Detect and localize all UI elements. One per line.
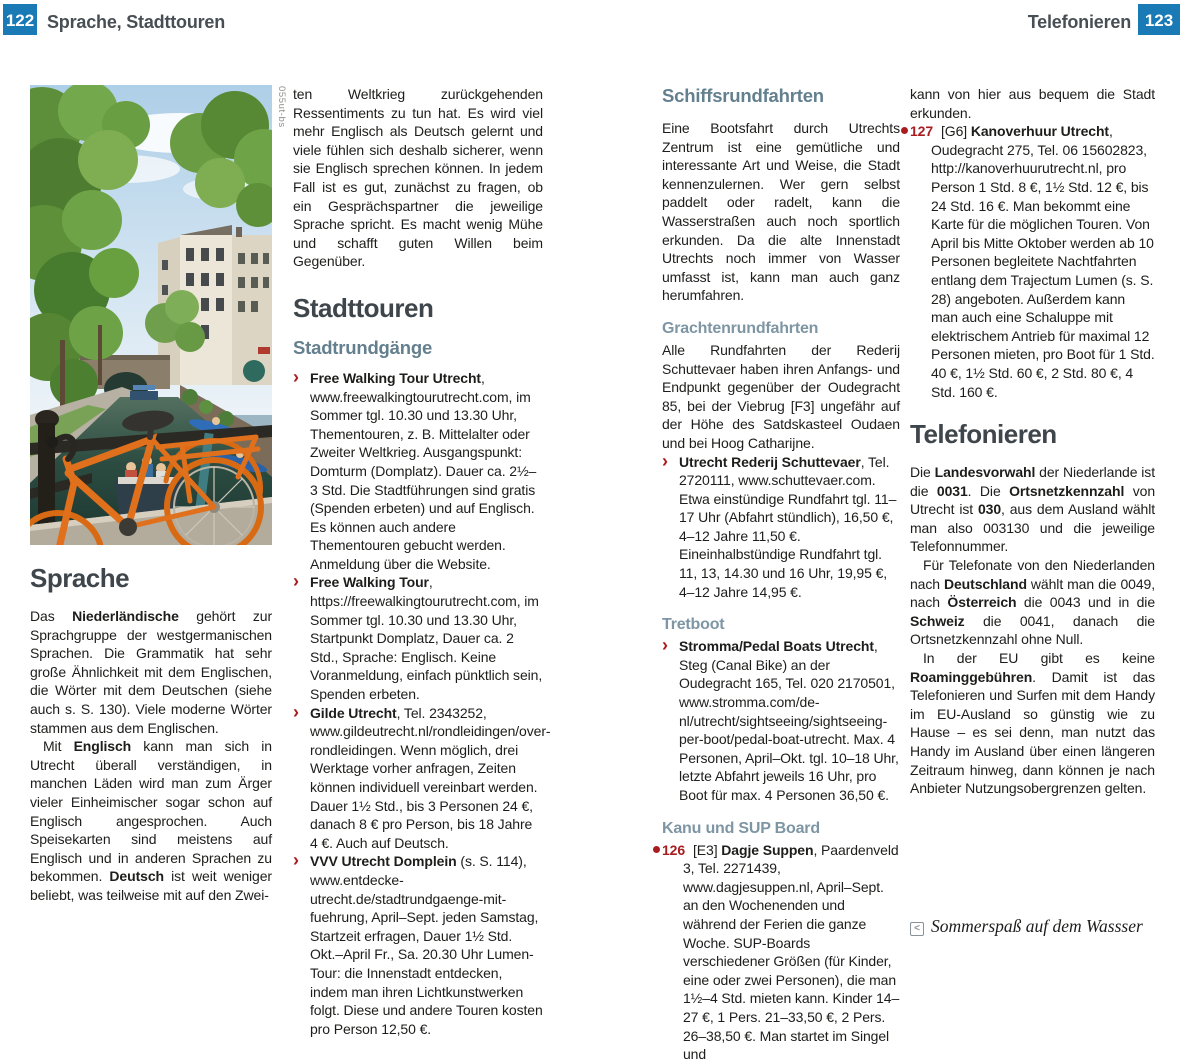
column-1 [30, 85, 272, 905]
map-number: 127 [910, 123, 934, 140]
arrow-bullet-icon: › [662, 450, 668, 471]
paragraph: Alle Rundfahrten der Rederij Schuttevaer haben ihren Anfangs- und Endpunkt gegenüber der Oudegracht 85, bei der Viebrug [F3] ungefähr auf der Höhe des Satdskasteel Oudaen und bei Hoog Catharijne. [662, 341, 900, 451]
arrow-bullet-icon: › [662, 635, 668, 656]
paragraph: Eine Bootsfahrt durch Utrechts Zentrum ist eine gemütliche und interessante Art und Weise, die Stadt kennenzulernen. Wer gern selbst paddelt oder radelt, kann die Wasserstraßen auch noch sportlich erkunden. Da die alte Innenstadt Utrechts noch immer von Wasser umfasst ist, kann man auch ganz herumfahren. [662, 120, 900, 304]
list-item-text: VVV Utrecht Domplein (s. S. 114), www.entdecke-utrecht.de/stadtrundgaenge-mit-fuehrung, April–Sept. jeden Samstag, Startzeit erfragen, Dauer 1½ Std. Okt.–April Fr., Sa. 20.30 Uhr Lumen-Tour: die Innenstadt entdecken, indem man ihren Lichtkunstwerken folgt. Diese und andere Touren kosten pro Person 12,50 €. [310, 853, 543, 1037]
red-bullet-icon [901, 127, 908, 134]
list-item-text: [E3] Dagje Suppen, Paardenveld 3, Tel. 2271439, www.dagjesuppen.nl, April–Sept. an den Wochenenden und während der Ferien die ganze Woche. SUP-Boards verschiedener Größen (für Kinder, eine oder zwei Personen), die man 1½–4 Std. mieten kann. Kinder 14–27 €, 1 Pers. 21–33,50 €, 2 Pers. 26–38,50 €. Man startet im Singel und [683, 841, 900, 1063]
list-item [662, 450, 900, 602]
caption-arrow-icon: < [910, 922, 924, 936]
paragraph: Mit Englisch kann man sich in Utrecht überall verständigen, in manchen Läden wird man zum Ärger vieler Einheimischer sogar schon auf Englisch angesprochen. Auch Speisekarten sind meistens auf Englisch und in anderen Sprachen zu bekommen. Deutsch ist weit weniger beliebt, was teilweise mit auf den Zwei- [30, 738, 272, 903]
paragraph: kann von hier aus bequem die Stadt erkunden. [910, 86, 1155, 121]
red-bullet-icon [653, 846, 660, 853]
schiffsrundfahrten-heading: Schiffsrundfahrten [662, 85, 824, 106]
paragraph: Das Niederländische gehört zur Sprachgruppe der westgermanischen Sprachen. Die Grammatik hat sehr große Ähnlichkeit mit dem Englischen, die Wörter mit dem Deutschen (siehe auch s. S. 130). Viele moderne Wörter stammen aus dem Englischen. [30, 608, 273, 736]
list-item [293, 701, 551, 853]
arrow-bullet-icon: › [293, 850, 299, 871]
paragraph: Die Landesvorwahl der Niederlande ist die 0031. Die Ortsnetzkennzahl von Utrecht ist 030, aus dem Ausland wählt man also 003130 und die jeweilige Telefonnummer. [910, 464, 1156, 555]
paragraph: ten Weltkrieg zurückgehenden Ressentiments zu tun hat. Es wird viel mehr Englisch als Deutsch gelernt und viele fühlen sich deshalb sicherer, wenn sie Englisch sprechen können. In jedem Fall ist es gut, zunächst zu fragen, ob ein Gesprächspartner die jeweilige Sprache spricht. Es macht wenig Mühe und schafft guten Willen beim Gegenüber. [293, 86, 543, 270]
list-item-text: Utrecht Rederij Schuttevaer, Tel. 2720111, www.schuttevaer.com. Etwa einstündige Rundfahrt tgl. 11–17 Uhr (Abfahrt stündlich), 16,50 €, 4–12 Jahre 11,50 €. Eineinhalbstündige Rundfahrt tgl. 11, 13, 14.30 und 16 Uhr, 19,95 €, 4–12 Jahre 14,95 €. [679, 453, 897, 600]
list-item [293, 852, 543, 1038]
map-number: 126 [662, 841, 686, 858]
list-item-text: Stromma/Pedal Boats Utrecht, Steg (Canal Bike) an der Oudegracht 165, Tel. 020 2170501, www.stromma.com/de-nl/utrecht/sightseeing/sightseeing-per-boot/pedal-boat-utrecht. Max. 4 Personen, April–Okt. tgl. 10–18 Uhr, letzte Abfahrt jeweils 16 Uhr, pro Boot für max. 4 Personen 36,50 €. [679, 638, 899, 803]
arrow-bullet-icon: › [293, 366, 299, 387]
list-item-text: [G6] Kanoverhuur Utrecht, Oudegracht 275, Tel. 06 15602823, http://kanoverhuurutrecht.nl, pro Person 1 Std. 8 €, 1½ Std. 12 €, bis 24 Std. 16 €. Man bekommt eine Karte für die möglichen Touren. Von April bis Mitte Oktober werden ab 10 Personen begleitete Nachtfahrten entlang dem Trajectum Lumen (s. S. 28) angeboten. Außerdem kann man auch eine Schaluppe mit elektrischem Antrieb für maximal 12 Personen mieten, pro Boot für 1 Std. 40 €, 1½ Std. 60 €, 2 Std. 80 €, 4 Std. 160 €. [931, 123, 1155, 400]
canal-photo [30, 85, 272, 545]
photo-tour-boat [130, 385, 158, 400]
sprache-heading: Sprache [30, 563, 130, 593]
list-item [293, 573, 543, 703]
stadtrundgaenge-heading: Stadtrundgänge [293, 336, 433, 358]
photo-credit: 055ut-bs [276, 86, 287, 128]
column-4 [910, 85, 1155, 798]
tretboot-heading: Tretboot [662, 616, 725, 634]
running-head-right: Telefonieren [1027, 12, 1131, 32]
paragraph: Für Telefonate von den Niederlanden nach Deutschland wählt man die 0049, nach Österreich die 0043 und in die Schweiz die 0041, danach die Ortsnetzkennzahl ohne Null. [910, 557, 1156, 648]
caption-text: Sommerspaß auf dem Wassser [931, 916, 1143, 936]
list-item-text: Free Walking Tour Utrecht, www.freewalkingtourutrecht.com, im Sommer tgl. 10.30 und 13.30 Uhr, Thementouren, z. B. Mittelalter oder Zweiter Weltkrieg. Ausgangspunkt: Domturm (Domplatz). Dauer ca. 2½–3 Std. Die Stadtführungen sind gratis (Spenden erbeten) und auf Englisch. Es können auch andere Thementouren gebucht werden. Anmeldung über die Website. [310, 369, 537, 572]
page-number-right: 123 [1138, 4, 1180, 35]
arrow-bullet-icon: › [293, 571, 299, 592]
arrow-bullet-icon: › [293, 701, 299, 722]
photo-caption [910, 916, 1170, 937]
list-item [293, 366, 543, 574]
paragraph: In der EU gibt es keine Roaminggebühren. Damit ist das Telefonieren und Surfen mit dem Handy im EU-Ausland so günstig wie zu Hause – es sei denn, man nutzt das Handy im Ausland über einen längeren Zeitraum hinweg, dann können je nach Anbieter Nutzungsobergrenzen gelten. [910, 650, 1155, 797]
running-head-left: Sprache, Stadttouren [47, 12, 226, 32]
tour-list [293, 366, 551, 1038]
column-2 [293, 85, 551, 1038]
list-item [910, 122, 1155, 401]
list-item-text: Gilde Utrecht, Tel. 2343252, www.gildeutrecht.nl/rondleidingen/over-rondleidingen. Wenn möglich, drei Werktage vorher anfragen, Zeiten können individuell vereinbart werden. Dauer 1½ Std., bis 3 Personen 24 €, danach 8 € pro Person, bis 18 Jahre 4 €. Auch auf Deutsch. [310, 704, 551, 851]
list-item [662, 637, 900, 804]
stadttouren-heading: Stadttouren [293, 292, 434, 323]
list-item-text: Free Walking Tour, https://freewalkingtourutrecht.com, im Sommer tgl. 10.30 und 13.30 Uhr, Startpunkt Domplatz, Dauer ca. 2 Std., Sprache: Englisch. Keine Voranmeldung, einfach pünktlich sein, Spenden erbeten. [310, 574, 543, 703]
telefonieren-heading: Telefonieren [910, 419, 1057, 450]
kanu-sup-heading: Kanu und SUP Board [662, 819, 820, 837]
list-item [662, 841, 900, 1064]
grachtenrundfahrten-heading: Grachtenrundfahrten [662, 319, 819, 337]
page-number-left: 122 [3, 4, 37, 35]
column-3 [662, 85, 900, 1064]
